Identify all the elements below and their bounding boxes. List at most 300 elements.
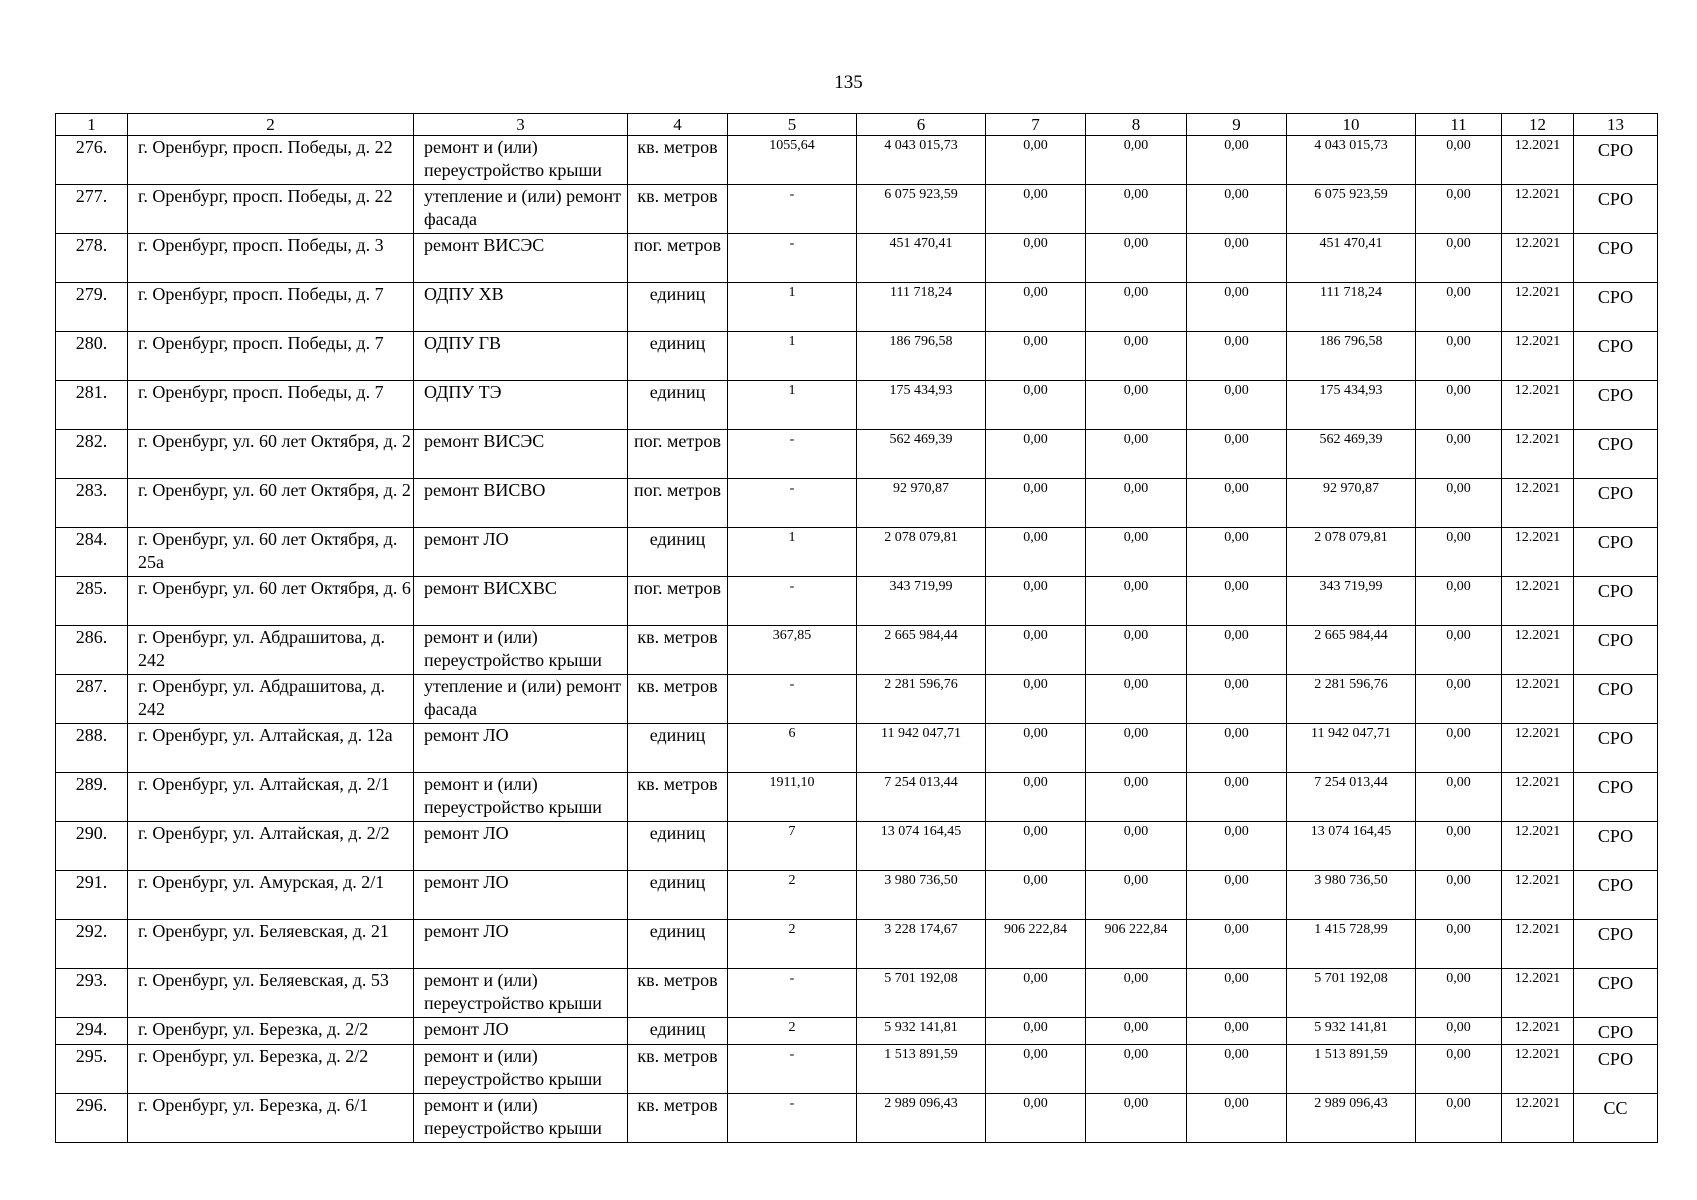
table-row xyxy=(56,136,1658,185)
fund-source-cell: 0,00 xyxy=(986,871,1086,920)
fund-source-cell: 0,00 xyxy=(1187,969,1287,1018)
unit-cell: кв. метров xyxy=(628,1045,728,1094)
row-number: 285. xyxy=(56,577,128,626)
deadline-cell: 12.2021 xyxy=(1502,675,1574,724)
column-header: 8 xyxy=(1086,114,1187,136)
table-row xyxy=(56,871,1658,920)
volume-cell: 1 xyxy=(728,381,857,430)
fund-source-cell: 0,00 xyxy=(1416,332,1502,381)
fund-source-cell: 0,00 xyxy=(1187,577,1287,626)
deadline-cell: 12.2021 xyxy=(1502,1018,1574,1045)
column-header: 9 xyxy=(1187,114,1287,136)
column-header: 5 xyxy=(728,114,857,136)
fund-source-cell: 0,00 xyxy=(1187,528,1287,577)
volume-cell: - xyxy=(728,234,857,283)
unit-cell: кв. метров xyxy=(628,675,728,724)
address-cell: г. Оренбург, просп. Победы, д. 22 xyxy=(128,185,414,234)
fund-source-cell: 906 222,84 xyxy=(986,920,1086,969)
fund-source-cell: 0,00 xyxy=(1086,822,1187,871)
unit-cell: пог. метров xyxy=(628,577,728,626)
volume-cell: 1 xyxy=(728,283,857,332)
work-type-cell: ремонт и (или) переустройство крыши xyxy=(414,626,628,675)
table-row xyxy=(56,528,1658,577)
fund-source-cell: 0,00 xyxy=(986,136,1086,185)
deadline-cell: 12.2021 xyxy=(1502,528,1574,577)
fund-source-cell: 0,00 xyxy=(1416,724,1502,773)
column-header: 2 xyxy=(128,114,414,136)
volume-cell: 1 xyxy=(728,332,857,381)
column-header: 4 xyxy=(628,114,728,136)
volume-cell: 1911,10 xyxy=(728,773,857,822)
unit-cell: единиц xyxy=(628,528,728,577)
row-number: 292. xyxy=(56,920,128,969)
volume-cell: 1055,64 xyxy=(728,136,857,185)
unit-cell: кв. метров xyxy=(628,773,728,822)
total-cost-cell: 451 470,41 xyxy=(857,234,986,283)
address-cell: г. Оренбург, ул. Абдрашитова, д. 242 xyxy=(128,626,414,675)
row-number: 280. xyxy=(56,332,128,381)
fund-source-cell: 0,00 xyxy=(1416,969,1502,1018)
fund-source-cell: 0,00 xyxy=(1187,1094,1287,1143)
column-header: 3 xyxy=(414,114,628,136)
fund-source-cell: 0,00 xyxy=(1086,1018,1187,1045)
fund-source-cell: 0,00 xyxy=(1416,479,1502,528)
repair-program-table xyxy=(55,113,1658,1143)
table-row xyxy=(56,822,1658,871)
total-cost-cell: 2 665 984,44 xyxy=(857,626,986,675)
fund-source-cell: 0,00 xyxy=(1187,381,1287,430)
volume-cell: - xyxy=(728,430,857,479)
table-row xyxy=(56,1094,1658,1143)
deadline-cell: 12.2021 xyxy=(1502,1094,1574,1143)
fund-source-cell: 5 701 192,08 xyxy=(1287,969,1416,1018)
fund-source-cell: 2 281 596,76 xyxy=(1287,675,1416,724)
fund-source-cell: 0,00 xyxy=(1086,283,1187,332)
table-row xyxy=(56,479,1658,528)
row-number: 294. xyxy=(56,1018,128,1045)
fund-source-cell: 0,00 xyxy=(1416,528,1502,577)
table-row xyxy=(56,185,1658,234)
fund-source-cell: 11 942 047,71 xyxy=(1287,724,1416,773)
deadline-cell: 12.2021 xyxy=(1502,822,1574,871)
row-number: 290. xyxy=(56,822,128,871)
total-cost-cell: 3 980 736,50 xyxy=(857,871,986,920)
deadline-cell: 12.2021 xyxy=(1502,430,1574,479)
fund-source-cell: 0,00 xyxy=(1086,1045,1187,1094)
total-cost-cell: 111 718,24 xyxy=(857,283,986,332)
table-row xyxy=(56,332,1658,381)
total-cost-cell: 4 043 015,73 xyxy=(857,136,986,185)
method-cell: СРО xyxy=(1574,430,1658,479)
column-header: 7 xyxy=(986,114,1086,136)
fund-source-cell: 0,00 xyxy=(986,528,1086,577)
unit-cell: пог. метров xyxy=(628,430,728,479)
fund-source-cell: 0,00 xyxy=(1086,675,1187,724)
unit-cell: кв. метров xyxy=(628,1094,728,1143)
method-cell: СРО xyxy=(1574,185,1658,234)
deadline-cell: 12.2021 xyxy=(1502,332,1574,381)
fund-source-cell: 0,00 xyxy=(1086,626,1187,675)
unit-cell: единиц xyxy=(628,283,728,332)
unit-cell: единиц xyxy=(628,1018,728,1045)
total-cost-cell: 2 989 096,43 xyxy=(857,1094,986,1143)
method-cell: СРО xyxy=(1574,1018,1658,1045)
row-number: 277. xyxy=(56,185,128,234)
table-row xyxy=(56,577,1658,626)
volume-cell: - xyxy=(728,577,857,626)
fund-source-cell: 0,00 xyxy=(1416,1018,1502,1045)
address-cell: г. Оренбург, ул. 60 лет Октября, д. 2 xyxy=(128,430,414,479)
volume-cell: 2 xyxy=(728,871,857,920)
volume-cell: 2 xyxy=(728,1018,857,1045)
fund-source-cell: 0,00 xyxy=(1416,1094,1502,1143)
address-cell: г. Оренбург, ул. 60 лет Октября, д. 6 xyxy=(128,577,414,626)
fund-source-cell: 0,00 xyxy=(1416,185,1502,234)
method-cell: СРО xyxy=(1574,969,1658,1018)
fund-source-cell: 0,00 xyxy=(1086,234,1187,283)
fund-source-cell: 0,00 xyxy=(1086,381,1187,430)
row-number: 281. xyxy=(56,381,128,430)
work-type-cell: утепление и (или) ремонт фасада xyxy=(414,185,628,234)
volume-cell: - xyxy=(728,479,857,528)
work-type-cell: ремонт ВИСХВС xyxy=(414,577,628,626)
volume-cell: - xyxy=(728,1094,857,1143)
row-number: 296. xyxy=(56,1094,128,1143)
fund-source-cell: 0,00 xyxy=(1416,430,1502,479)
unit-cell: единиц xyxy=(628,920,728,969)
address-cell: г. Оренбург, просп. Победы, д. 7 xyxy=(128,283,414,332)
method-cell: СРО xyxy=(1574,871,1658,920)
unit-cell: единиц xyxy=(628,871,728,920)
work-type-cell: ремонт ВИСЭС xyxy=(414,430,628,479)
work-type-cell: ремонт и (или) переустройство крыши xyxy=(414,969,628,1018)
method-cell: СРО xyxy=(1574,675,1658,724)
fund-source-cell: 0,00 xyxy=(1416,920,1502,969)
deadline-cell: 12.2021 xyxy=(1502,920,1574,969)
fund-source-cell: 0,00 xyxy=(1187,479,1287,528)
fund-source-cell: 0,00 xyxy=(1187,234,1287,283)
fund-source-cell: 0,00 xyxy=(986,822,1086,871)
total-cost-cell: 92 970,87 xyxy=(857,479,986,528)
address-cell: г. Оренбург, ул. Абдрашитова, д. 242 xyxy=(128,675,414,724)
unit-cell: кв. метров xyxy=(628,969,728,1018)
deadline-cell: 12.2021 xyxy=(1502,577,1574,626)
row-number: 288. xyxy=(56,724,128,773)
total-cost-cell: 13 074 164,45 xyxy=(857,822,986,871)
address-cell: г. Оренбург, ул. Алтайская, д. 12а xyxy=(128,724,414,773)
fund-source-cell: 3 980 736,50 xyxy=(1287,871,1416,920)
row-number: 295. xyxy=(56,1045,128,1094)
fund-source-cell: 7 254 013,44 xyxy=(1287,773,1416,822)
deadline-cell: 12.2021 xyxy=(1502,1045,1574,1094)
fund-source-cell: 0,00 xyxy=(986,479,1086,528)
fund-source-cell: 0,00 xyxy=(1416,871,1502,920)
fund-source-cell: 0,00 xyxy=(1086,332,1187,381)
deadline-cell: 12.2021 xyxy=(1502,136,1574,185)
fund-source-cell: 2 989 096,43 xyxy=(1287,1094,1416,1143)
fund-source-cell: 0,00 xyxy=(1187,185,1287,234)
work-type-cell: ОДПУ ТЭ xyxy=(414,381,628,430)
address-cell: г. Оренбург, ул. Березка, д. 2/2 xyxy=(128,1018,414,1045)
total-cost-cell: 11 942 047,71 xyxy=(857,724,986,773)
fund-source-cell: 0,00 xyxy=(1416,577,1502,626)
work-type-cell: ремонт ВИСЭС xyxy=(414,234,628,283)
work-type-cell: ОДПУ ХВ xyxy=(414,283,628,332)
fund-source-cell: 0,00 xyxy=(986,577,1086,626)
method-cell: СС xyxy=(1574,1094,1658,1143)
total-cost-cell: 343 719,99 xyxy=(857,577,986,626)
method-cell: СРО xyxy=(1574,136,1658,185)
table-row xyxy=(56,626,1658,675)
row-number: 287. xyxy=(56,675,128,724)
fund-source-cell: 0,00 xyxy=(1086,773,1187,822)
row-number: 293. xyxy=(56,969,128,1018)
fund-source-cell: 0,00 xyxy=(1086,724,1187,773)
work-type-cell: ремонт ЛО xyxy=(414,724,628,773)
work-type-cell: ремонт ЛО xyxy=(414,871,628,920)
fund-source-cell: 186 796,58 xyxy=(1287,332,1416,381)
method-cell: СРО xyxy=(1574,920,1658,969)
address-cell: г. Оренбург, просп. Победы, д. 3 xyxy=(128,234,414,283)
address-cell: г. Оренбург, ул. Амурская, д. 2/1 xyxy=(128,871,414,920)
address-cell: г. Оренбург, ул. Беляевская, д. 21 xyxy=(128,920,414,969)
fund-source-cell: 0,00 xyxy=(1086,577,1187,626)
unit-cell: единиц xyxy=(628,724,728,773)
total-cost-cell: 2 281 596,76 xyxy=(857,675,986,724)
volume-cell: - xyxy=(728,969,857,1018)
row-number: 283. xyxy=(56,479,128,528)
fund-source-cell: 343 719,99 xyxy=(1287,577,1416,626)
table-row xyxy=(56,1045,1658,1094)
fund-source-cell: 0,00 xyxy=(1187,332,1287,381)
fund-source-cell: 2 078 079,81 xyxy=(1287,528,1416,577)
deadline-cell: 12.2021 xyxy=(1502,381,1574,430)
method-cell: СРО xyxy=(1574,479,1658,528)
work-type-cell: ремонт и (или) переустройство крыши xyxy=(414,1045,628,1094)
work-type-cell: ремонт ЛО xyxy=(414,822,628,871)
deadline-cell: 12.2021 xyxy=(1502,626,1574,675)
table-row xyxy=(56,773,1658,822)
fund-source-cell: 0,00 xyxy=(1187,920,1287,969)
deadline-cell: 12.2021 xyxy=(1502,185,1574,234)
method-cell: СРО xyxy=(1574,577,1658,626)
deadline-cell: 12.2021 xyxy=(1502,479,1574,528)
total-cost-cell: 562 469,39 xyxy=(857,430,986,479)
table-row xyxy=(56,283,1658,332)
unit-cell: единиц xyxy=(628,822,728,871)
fund-source-cell: 5 932 141,81 xyxy=(1287,1018,1416,1045)
method-cell: СРО xyxy=(1574,626,1658,675)
fund-source-cell: 0,00 xyxy=(1086,136,1187,185)
fund-source-cell: 0,00 xyxy=(986,430,1086,479)
address-cell: г. Оренбург, ул. 60 лет Октября, д. 25а xyxy=(128,528,414,577)
fund-source-cell: 0,00 xyxy=(1187,1018,1287,1045)
fund-source-cell: 0,00 xyxy=(1187,773,1287,822)
address-cell: г. Оренбург, просп. Победы, д. 22 xyxy=(128,136,414,185)
row-number: 278. xyxy=(56,234,128,283)
fund-source-cell: 0,00 xyxy=(1187,136,1287,185)
fund-source-cell: 0,00 xyxy=(986,332,1086,381)
deadline-cell: 12.2021 xyxy=(1502,871,1574,920)
total-cost-cell: 6 075 923,59 xyxy=(857,185,986,234)
volume-cell: 6 xyxy=(728,724,857,773)
fund-source-cell: 1 513 891,59 xyxy=(1287,1045,1416,1094)
column-header: 6 xyxy=(857,114,986,136)
fund-source-cell: 4 043 015,73 xyxy=(1287,136,1416,185)
volume-cell: - xyxy=(728,185,857,234)
fund-source-cell: 0,00 xyxy=(1187,675,1287,724)
address-cell: г. Оренбург, просп. Победы, д. 7 xyxy=(128,381,414,430)
volume-cell: - xyxy=(728,1045,857,1094)
total-cost-cell: 3 228 174,67 xyxy=(857,920,986,969)
table-row xyxy=(56,675,1658,724)
fund-source-cell: 0,00 xyxy=(1086,969,1187,1018)
fund-source-cell: 0,00 xyxy=(1086,185,1187,234)
fund-source-cell: 0,00 xyxy=(986,1094,1086,1143)
total-cost-cell: 1 513 891,59 xyxy=(857,1045,986,1094)
table-body xyxy=(56,136,1658,1143)
fund-source-cell: 0,00 xyxy=(986,185,1086,234)
fund-source-cell: 0,00 xyxy=(1416,675,1502,724)
column-header: 1 xyxy=(56,114,128,136)
work-type-cell: ОДПУ ГВ xyxy=(414,332,628,381)
volume-cell: - xyxy=(728,675,857,724)
fund-source-cell: 0,00 xyxy=(986,1018,1086,1045)
fund-source-cell: 0,00 xyxy=(1086,430,1187,479)
deadline-cell: 12.2021 xyxy=(1502,773,1574,822)
method-cell: СРО xyxy=(1574,332,1658,381)
fund-source-cell: 906 222,84 xyxy=(1086,920,1187,969)
total-cost-cell: 5 932 141,81 xyxy=(857,1018,986,1045)
unit-cell: кв. метров xyxy=(628,185,728,234)
fund-source-cell: 0,00 xyxy=(986,234,1086,283)
fund-source-cell: 451 470,41 xyxy=(1287,234,1416,283)
fund-source-cell: 0,00 xyxy=(1416,822,1502,871)
fund-source-cell: 0,00 xyxy=(1187,724,1287,773)
table-row xyxy=(56,920,1658,969)
fund-source-cell: 0,00 xyxy=(986,626,1086,675)
address-cell: г. Оренбург, ул. Алтайская, д. 2/1 xyxy=(128,773,414,822)
volume-cell: 7 xyxy=(728,822,857,871)
fund-source-cell: 0,00 xyxy=(1187,626,1287,675)
header-row xyxy=(56,114,1658,136)
work-type-cell: ремонт ЛО xyxy=(414,1018,628,1045)
fund-source-cell: 0,00 xyxy=(1187,283,1287,332)
row-number: 289. xyxy=(56,773,128,822)
column-header: 12 xyxy=(1502,114,1574,136)
fund-source-cell: 562 469,39 xyxy=(1287,430,1416,479)
fund-source-cell: 111 718,24 xyxy=(1287,283,1416,332)
method-cell: СРО xyxy=(1574,381,1658,430)
column-header: 10 xyxy=(1287,114,1416,136)
page-number: 135 xyxy=(834,72,863,93)
row-number: 286. xyxy=(56,626,128,675)
method-cell: СРО xyxy=(1574,528,1658,577)
row-number: 284. xyxy=(56,528,128,577)
volume-cell: 1 xyxy=(728,528,857,577)
unit-cell: кв. метров xyxy=(628,136,728,185)
fund-source-cell: 0,00 xyxy=(1416,283,1502,332)
table-row xyxy=(56,430,1658,479)
work-type-cell: ремонт и (или) переустройство крыши xyxy=(414,773,628,822)
work-type-cell: ремонт ВИСВО xyxy=(414,479,628,528)
work-type-cell: утепление и (или) ремонт фасада xyxy=(414,675,628,724)
total-cost-cell: 5 701 192,08 xyxy=(857,969,986,1018)
table-row xyxy=(56,234,1658,283)
unit-cell: единиц xyxy=(628,332,728,381)
volume-cell: 367,85 xyxy=(728,626,857,675)
deadline-cell: 12.2021 xyxy=(1502,969,1574,1018)
unit-cell: кв. метров xyxy=(628,626,728,675)
unit-cell: пог. метров xyxy=(628,479,728,528)
fund-source-cell: 175 434,93 xyxy=(1287,381,1416,430)
table-row xyxy=(56,381,1658,430)
fund-source-cell: 0,00 xyxy=(1416,1045,1502,1094)
table-row xyxy=(56,1018,1658,1045)
total-cost-cell: 2 078 079,81 xyxy=(857,528,986,577)
address-cell: г. Оренбург, ул. Березка, д. 2/2 xyxy=(128,1045,414,1094)
fund-source-cell: 0,00 xyxy=(1187,822,1287,871)
column-header: 13 xyxy=(1574,114,1658,136)
address-cell: г. Оренбург, просп. Победы, д. 7 xyxy=(128,332,414,381)
fund-source-cell: 92 970,87 xyxy=(1287,479,1416,528)
unit-cell: единиц xyxy=(628,381,728,430)
row-number: 291. xyxy=(56,871,128,920)
work-type-cell: ремонт и (или) переустройство крыши xyxy=(414,136,628,185)
fund-source-cell: 0,00 xyxy=(1416,773,1502,822)
work-type-cell: ремонт ЛО xyxy=(414,528,628,577)
fund-source-cell: 0,00 xyxy=(1187,1045,1287,1094)
method-cell: СРО xyxy=(1574,822,1658,871)
total-cost-cell: 7 254 013,44 xyxy=(857,773,986,822)
deadline-cell: 12.2021 xyxy=(1502,234,1574,283)
row-number: 282. xyxy=(56,430,128,479)
fund-source-cell: 0,00 xyxy=(1416,136,1502,185)
fund-source-cell: 0,00 xyxy=(1416,234,1502,283)
row-number: 276. xyxy=(56,136,128,185)
fund-source-cell: 0,00 xyxy=(1086,1094,1187,1143)
fund-source-cell: 2 665 984,44 xyxy=(1287,626,1416,675)
column-header: 11 xyxy=(1416,114,1502,136)
method-cell: СРО xyxy=(1574,283,1658,332)
fund-source-cell: 0,00 xyxy=(986,724,1086,773)
fund-source-cell: 0,00 xyxy=(1416,626,1502,675)
address-cell: г. Оренбург, ул. Алтайская, д. 2/2 xyxy=(128,822,414,871)
method-cell: СРО xyxy=(1574,1045,1658,1094)
work-type-cell: ремонт ЛО xyxy=(414,920,628,969)
address-cell: г. Оренбург, ул. 60 лет Октября, д. 2 xyxy=(128,479,414,528)
fund-source-cell: 6 075 923,59 xyxy=(1287,185,1416,234)
fund-source-cell: 0,00 xyxy=(986,381,1086,430)
address-cell: г. Оренбург, ул. Березка, д. 6/1 xyxy=(128,1094,414,1143)
method-cell: СРО xyxy=(1574,234,1658,283)
deadline-cell: 12.2021 xyxy=(1502,283,1574,332)
work-type-cell: ремонт и (или) переустройство крыши xyxy=(414,1094,628,1143)
fund-source-cell: 0,00 xyxy=(986,969,1086,1018)
unit-cell: пог. метров xyxy=(628,234,728,283)
fund-source-cell: 0,00 xyxy=(986,283,1086,332)
method-cell: СРО xyxy=(1574,773,1658,822)
address-cell: г. Оренбург, ул. Беляевская, д. 53 xyxy=(128,969,414,1018)
total-cost-cell: 186 796,58 xyxy=(857,332,986,381)
row-number: 279. xyxy=(56,283,128,332)
fund-source-cell: 0,00 xyxy=(1416,381,1502,430)
fund-source-cell: 0,00 xyxy=(986,773,1086,822)
fund-source-cell: 0,00 xyxy=(1187,430,1287,479)
deadline-cell: 12.2021 xyxy=(1502,724,1574,773)
table-row xyxy=(56,724,1658,773)
fund-source-cell: 0,00 xyxy=(1086,528,1187,577)
